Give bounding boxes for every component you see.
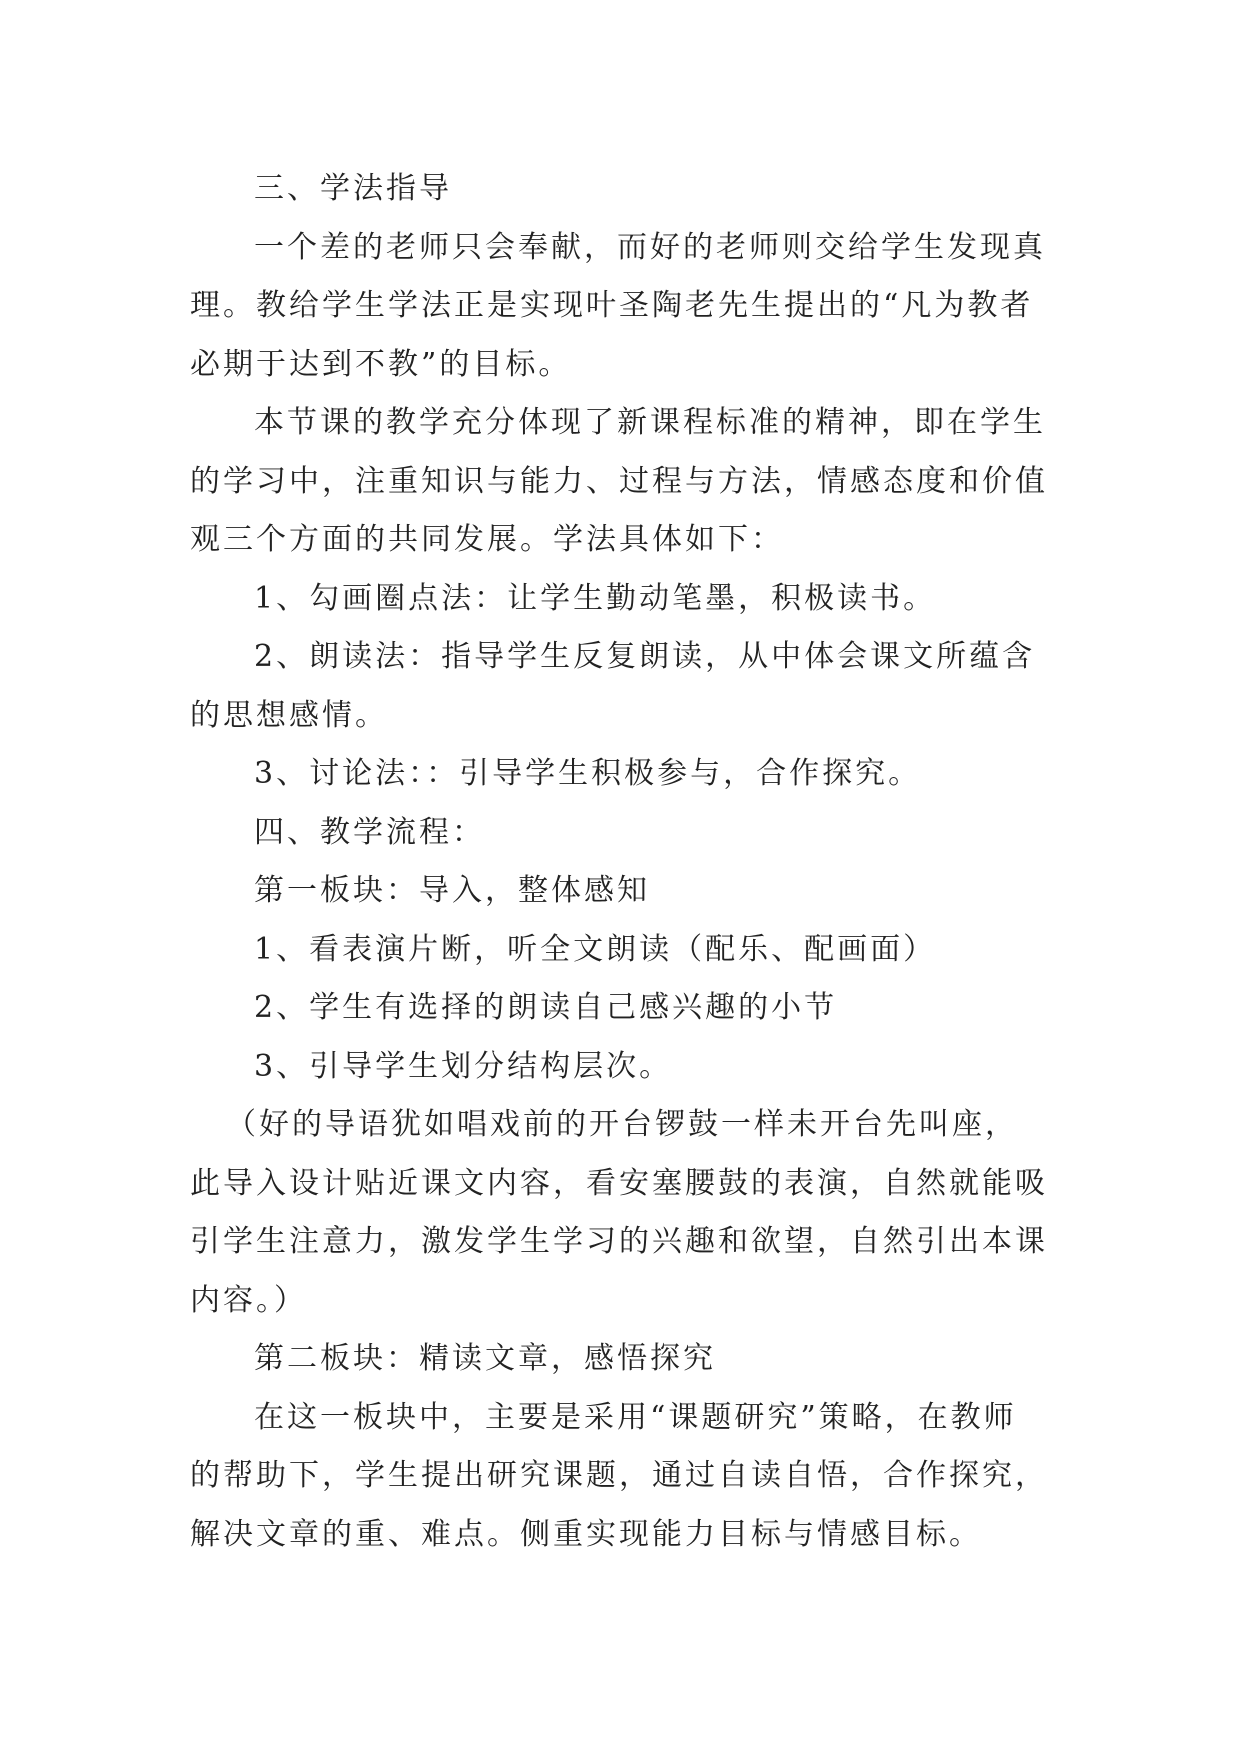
text-line: 观三个方面的共同发展。学法具体如下： [190,522,784,557]
text-line: 解决文章的重、难点。侧重实现能力目标与情感目标。 [190,1516,982,1552]
text-line: 2、朗读法：指导学生反复朗读，从中体会课文所蕴含 [254,639,1036,674]
document-body [190,160,1070,1564]
text-line: 第一板块：导入，整体感知 [254,873,650,908]
text-line: 的思想感情。 [190,697,388,733]
text-line: 此导入设计贴近课文内容，看安塞腰鼓的表演，自然就能吸 [190,1165,1048,1201]
text-line: 1、看表演片断，听全文朗读（配乐、配画面） [254,931,937,967]
text-line: 必期于达到不教”的目标。 [190,346,572,382]
text-line: 第二板块：精读文章，感悟探究 [254,1341,716,1376]
text-line: 引学生注意力，激发学生学习的兴趣和欲望，自然引出本课 [190,1224,1048,1259]
text-line: 四、教学流程： [254,814,485,850]
text-line: 本节课的教学充分体现了新课程标准的精神，即在学生 [254,405,1046,440]
text-line: 一个差的老师只会奉献，而好的老师则交给学生发现真 [254,229,1046,265]
text-line: 内容。） [190,1282,307,1318]
text-line: 3、引导学生划分结构层次。 [254,1048,673,1084]
text-line: 3、讨论法：：引导学生积极参与，合作探究。 [254,756,922,791]
text-line: 2、学生有选择的朗读自己感兴趣的小节 [254,990,838,1025]
text-line: 的学习中，注重知识与能力、过程与方法，情感态度和价值 [190,463,1048,499]
text-line: （好的导语犹如唱戏前的开台锣鼓一样未开台先叫座， [226,1107,1018,1142]
text-line: 1、勾画圈点法：让学生勤动笔墨，积极读书。 [254,580,937,616]
text-line: 理。教给学生学法正是实现叶圣陶老先生提出的“凡为教者 [190,288,1034,323]
text-line: 在这一板块中，主要是采用“课题研究”策略，在教师 [254,1399,1017,1435]
text-line: 的帮助下，学生提出研究课题，通过自读自悟，合作探究， [190,1458,1048,1493]
text-line: 三、学法指导 [254,171,452,206]
